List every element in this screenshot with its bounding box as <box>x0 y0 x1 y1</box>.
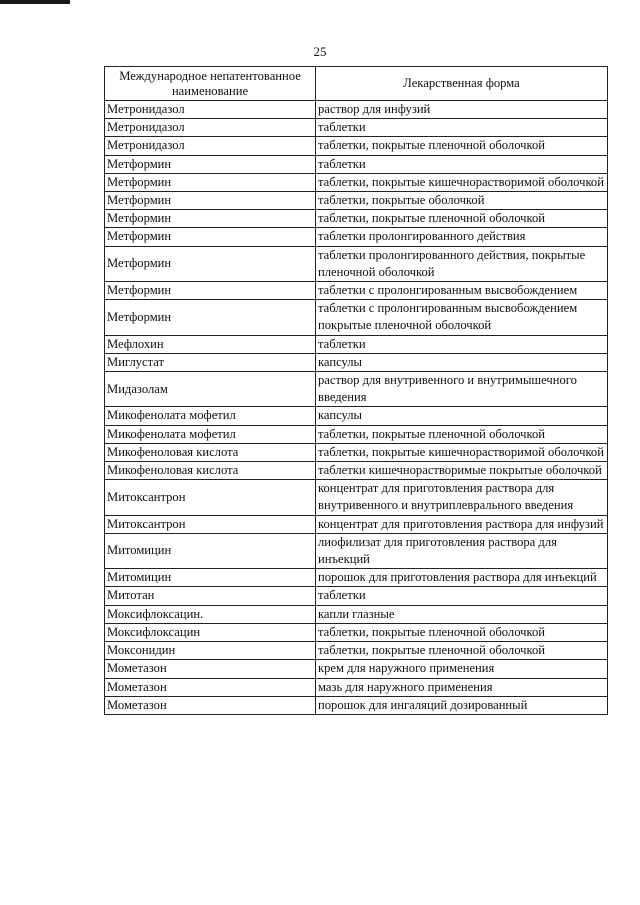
table-row <box>105 533 608 568</box>
dosage-form-cell: таблетки пролонгированного действия, покрытые пленочной оболочкой <box>316 246 608 281</box>
dosage-form-cell: таблетки <box>316 119 608 137</box>
drug-name-cell: Метформин <box>105 300 316 335</box>
drug-name-cell: Митомицин <box>105 569 316 587</box>
table-row <box>105 443 608 461</box>
table-row <box>105 623 608 641</box>
drug-name-cell: Митоксантрон <box>105 515 316 533</box>
table-row <box>105 282 608 300</box>
table-row <box>105 660 608 678</box>
table-row <box>105 480 608 515</box>
table-row <box>105 407 608 425</box>
drug-name-cell: Метформин <box>105 192 316 210</box>
table-row <box>105 569 608 587</box>
drug-name-cell: Метформин <box>105 282 316 300</box>
drug-name-cell: Метформин <box>105 173 316 191</box>
dosage-form-cell: таблетки <box>316 587 608 605</box>
dosage-form-cell: таблетки, покрытые пленочной оболочкой <box>316 425 608 443</box>
dosage-form-cell: капли глазные <box>316 605 608 623</box>
dosage-form-cell: таблетки, покрытые пленочной оболочкой <box>316 210 608 228</box>
dosage-form-cell: крем для наружного применения <box>316 660 608 678</box>
dosage-form-cell: раствор для инфузий <box>316 101 608 119</box>
dosage-form-cell: таблетки, покрытые пленочной оболочкой <box>316 623 608 641</box>
dosage-form-cell: капсулы <box>316 353 608 371</box>
drug-name-cell: Метронидазол <box>105 137 316 155</box>
table-row <box>105 228 608 246</box>
drug-name-cell: Миглустат <box>105 353 316 371</box>
page-number: 25 <box>313 44 327 59</box>
top-edge-rule <box>0 0 70 4</box>
table-row <box>105 678 608 696</box>
drug-name-cell: Мометазон <box>105 678 316 696</box>
header-dosage-form: Лекарственная форма <box>316 67 608 101</box>
table-row <box>105 425 608 443</box>
drug-name-cell: Метформин <box>105 228 316 246</box>
dosage-form-cell: концентрат для приготовления раствора для внутривенного и внутриплеврального введения <box>316 480 608 515</box>
table-row <box>105 462 608 480</box>
drug-name-cell: Мефлохин <box>105 335 316 353</box>
drug-name-cell: Моксифлоксацин <box>105 623 316 641</box>
dosage-form-cell: порошок для ингаляций дозированный <box>316 696 608 714</box>
table-row <box>105 642 608 660</box>
table-row <box>105 119 608 137</box>
dosage-form-cell: таблетки <box>316 335 608 353</box>
dosage-form-cell: таблетки, покрытые кишечнорастворимой оболочкой <box>316 443 608 461</box>
drug-name-cell: Метформин <box>105 155 316 173</box>
table-row <box>105 173 608 191</box>
drug-name-cell: Микофенолата мофетил <box>105 407 316 425</box>
dosage-form-cell: концентрат для приготовления раствора для инфузий <box>316 515 608 533</box>
dosage-form-cell: таблетки, покрытые оболочкой <box>316 192 608 210</box>
dosage-form-cell: таблетки с пролонгированным высвобождением покрытые пленочной оболочкой <box>316 300 608 335</box>
drug-name-cell: Митоксантрон <box>105 480 316 515</box>
table-row <box>105 137 608 155</box>
drug-name-cell: Мидазолам <box>105 372 316 407</box>
dosage-form-cell: порошок для приготовления раствора для инъекций <box>316 569 608 587</box>
dosage-form-cell: таблетки, покрытые пленочной оболочкой <box>316 137 608 155</box>
drug-name-cell: Микофенолата мофетил <box>105 425 316 443</box>
drug-name-cell: Метронидазол <box>105 101 316 119</box>
drug-name-cell: Метформин <box>105 210 316 228</box>
dosage-form-cell: таблетки <box>316 155 608 173</box>
drug-name-cell: Метронидазол <box>105 119 316 137</box>
table-row <box>105 353 608 371</box>
drug-name-cell: Микофеноловая кислота <box>105 443 316 461</box>
drug-name-cell: Микофеноловая кислота <box>105 462 316 480</box>
dosage-form-cell: лиофилизат для приготовления раствора для инъекций <box>316 533 608 568</box>
table-row <box>105 587 608 605</box>
drug-name-cell: Мометазон <box>105 696 316 714</box>
table-row <box>105 372 608 407</box>
header-inn: Международное непатентованное наименование <box>105 67 316 101</box>
drug-name-cell: Моксонидин <box>105 642 316 660</box>
table-body <box>105 101 608 715</box>
table-row <box>105 605 608 623</box>
drug-name-cell: Митомицин <box>105 533 316 568</box>
table-row <box>105 155 608 173</box>
dosage-form-cell: таблетки, покрытые кишечнорастворимой оболочкой <box>316 173 608 191</box>
dosage-form-cell: таблетки пролонгированного действия <box>316 228 608 246</box>
table-row <box>105 192 608 210</box>
drug-forms-table <box>104 66 608 715</box>
table-row <box>105 515 608 533</box>
table-row <box>105 335 608 353</box>
drug-name-cell: Митотан <box>105 587 316 605</box>
table-row <box>105 210 608 228</box>
drug-name-cell: Моксифлоксацин. <box>105 605 316 623</box>
dosage-form-cell: капсулы <box>316 407 608 425</box>
drug-name-cell: Метформин <box>105 246 316 281</box>
drug-name-cell: Мометазон <box>105 660 316 678</box>
dosage-form-cell: таблетки с пролонгированным высвобождением <box>316 282 608 300</box>
table-row <box>105 246 608 281</box>
dosage-form-cell: таблетки кишечнорастворимые покрытые оболочкой <box>316 462 608 480</box>
table-row <box>105 696 608 714</box>
table-row <box>105 101 608 119</box>
table-header-row <box>105 67 608 101</box>
table-row <box>105 300 608 335</box>
dosage-form-cell: мазь для наружного применения <box>316 678 608 696</box>
dosage-form-cell: раствор для внутривенного и внутримышечного введения <box>316 372 608 407</box>
dosage-form-cell: таблетки, покрытые пленочной оболочкой <box>316 642 608 660</box>
